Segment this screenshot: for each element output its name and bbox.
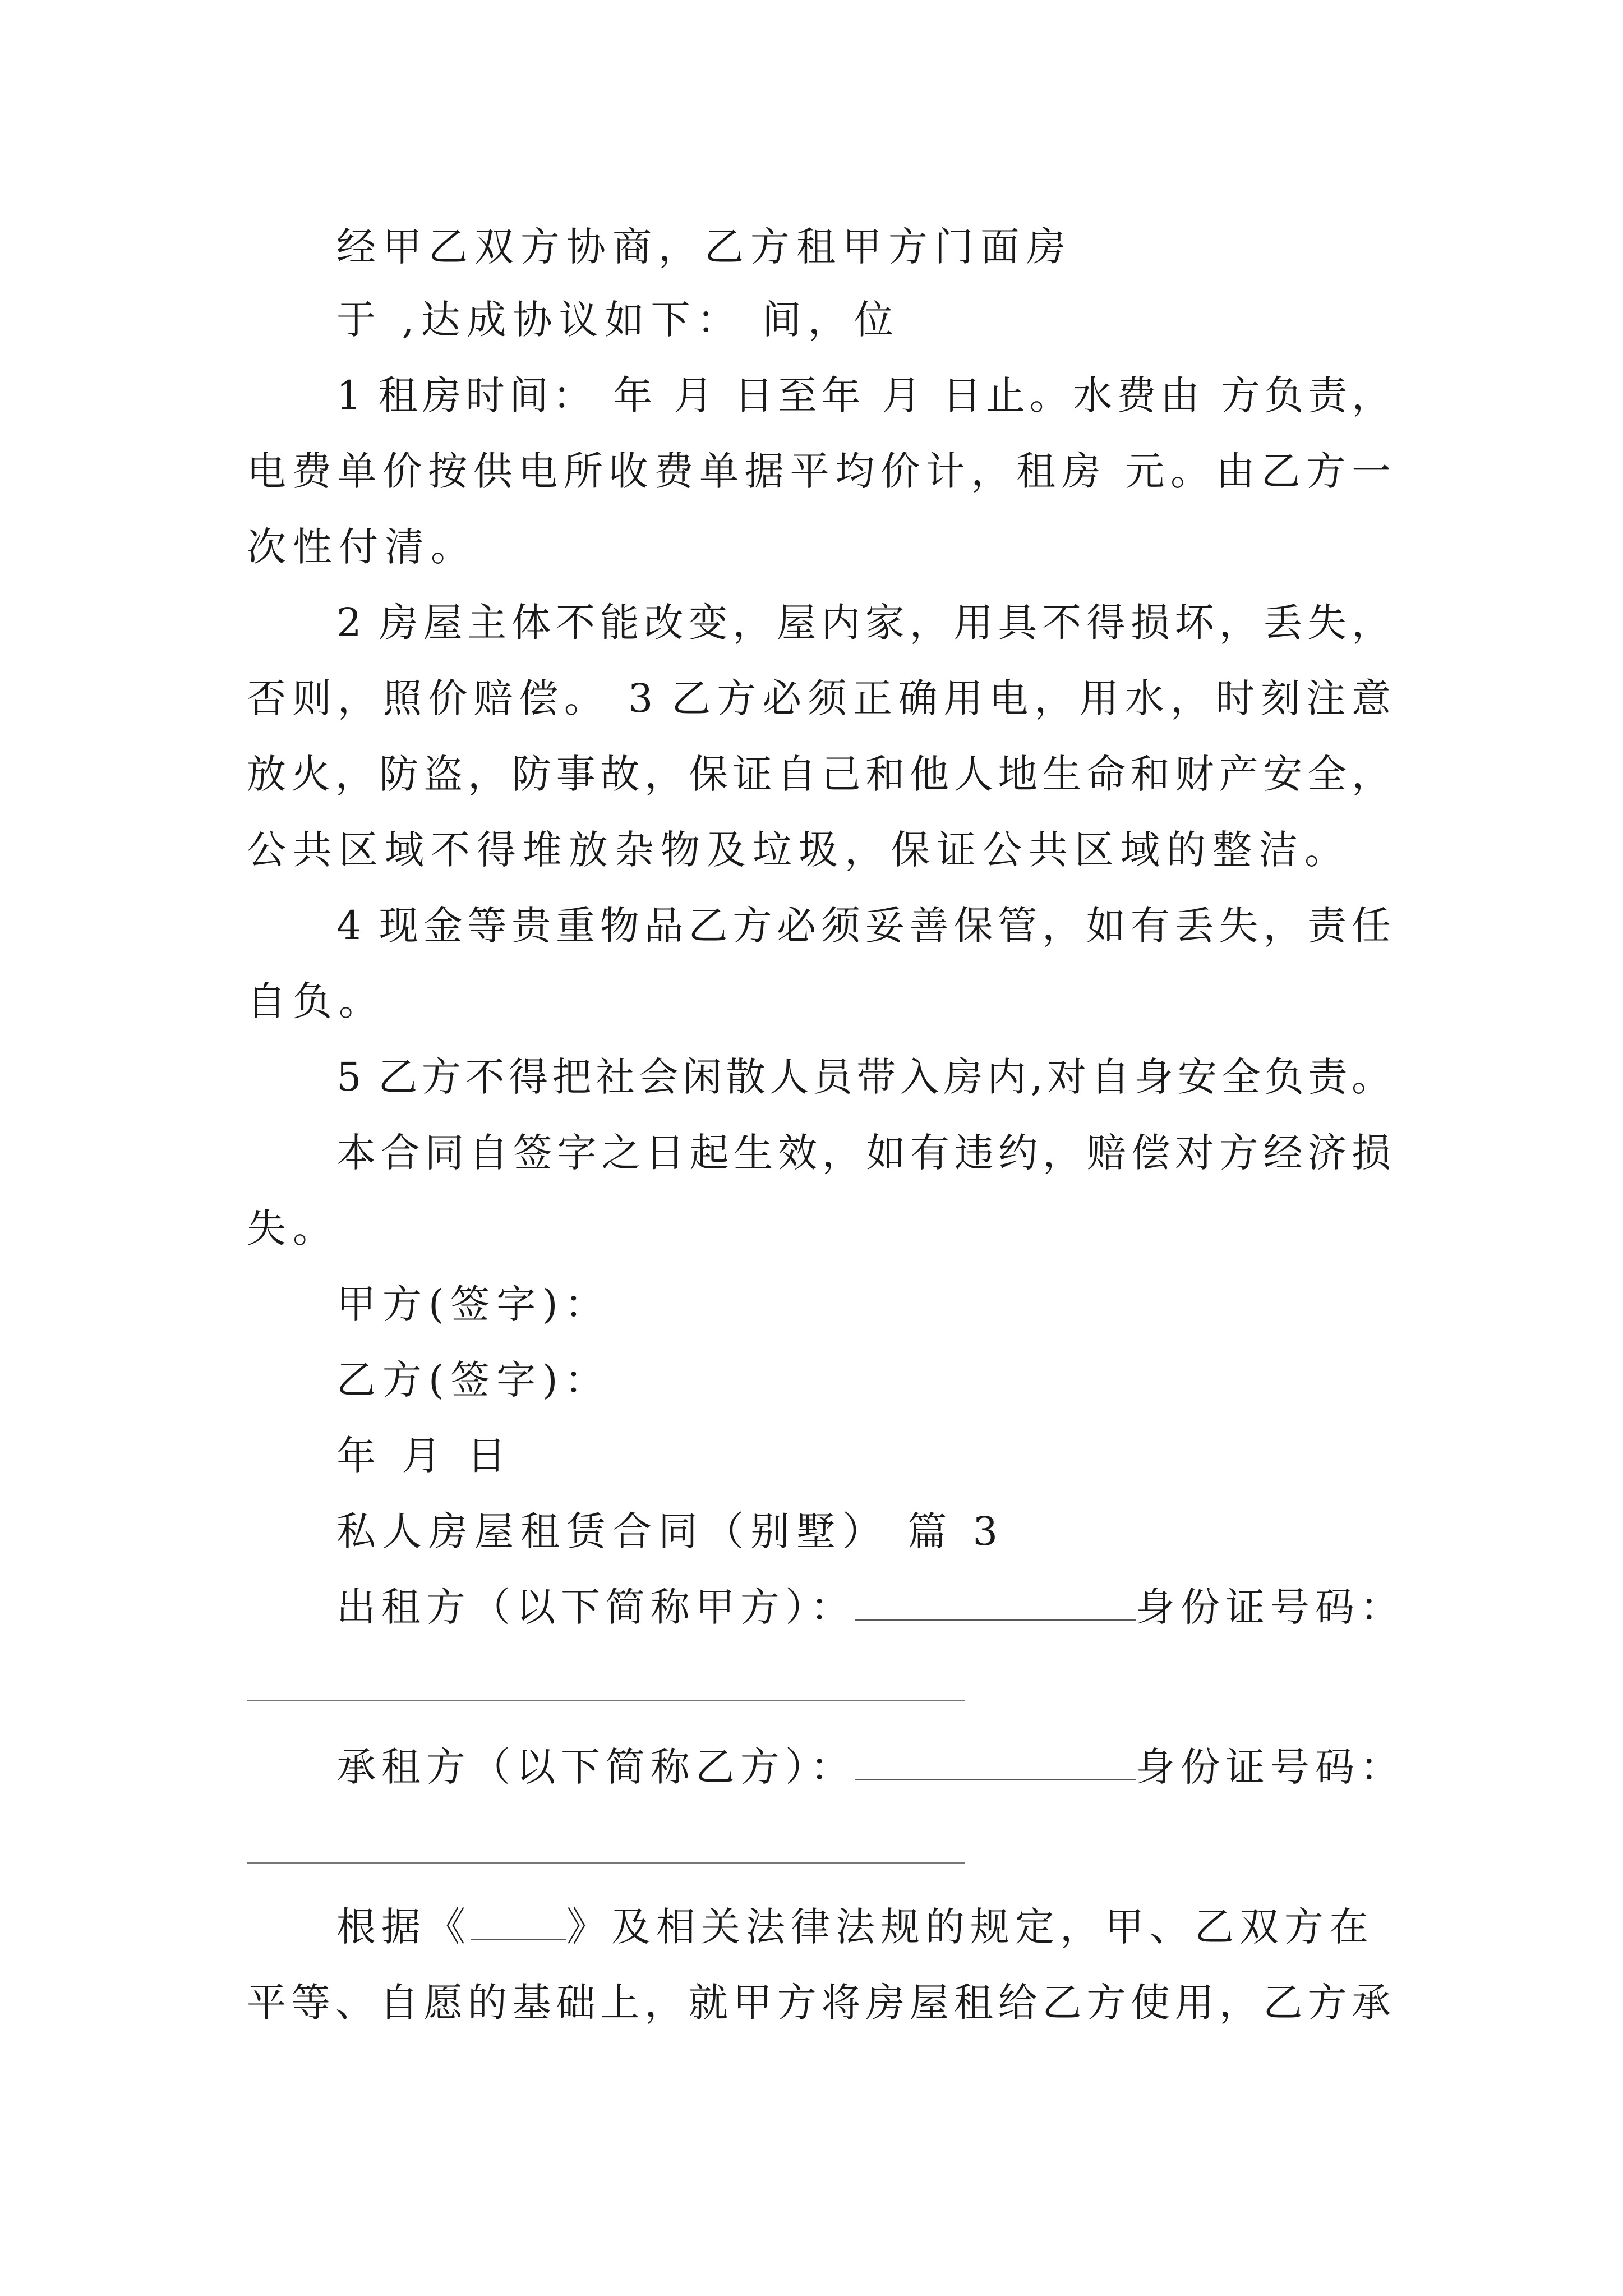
party-b-signature: 乙方(签字)： [336,1357,611,1403]
effective-line-1: 本合同自签字之日起生效，如有违约，赔偿对方经济损 [336,1130,1391,1176]
effective-line-2: 失。 [247,1205,339,1251]
clause-3-line-2: 公共区域不得堆放杂物及垃圾，保证公共区域的整洁。 [247,827,1350,873]
paragraph-agreement: 于 ,达成协议如下： 间，位 [336,297,900,343]
clause-5: 5 乙方不得把社会闲散人员带入房内,对自身安全负责。 [336,1054,1391,1100]
lessor-label: 出租方（以下简称甲方）： [336,1584,855,1630]
clause-3-line-1: 放火，防盗，防事故，保证自己和他人地生命和财产安全， [247,751,1391,797]
clause-4-line-1: 4 现金等贵重物品乙方必须妥善保管，如有丢失，责任 [336,903,1391,949]
clause-2-line-1: 2 房屋主体不能改变，屋内家，用具不得损坏，丢失， [336,600,1391,646]
basis-suffix: 》及相关法律法规的规定，甲、乙双方在 [566,1904,1374,1950]
date-line: 年 月 日 [336,1433,513,1479]
lessor-line [336,1584,1405,1630]
law-name-blank [471,1939,566,1940]
clause-1-line-3: 次性付清。 [247,524,477,570]
paragraph-consultation: 经甲乙双方协商，乙方租甲方门面房 [336,224,1072,270]
basis-line-1 [336,1904,1374,1950]
lessee-line [336,1744,1405,1790]
clause-1-line-1: 1 租房时间： 年 月 日至年 月 日止。水费由 方负责， [336,372,1391,418]
clause-4-line-2: 自负。 [247,978,385,1024]
clause-1-line-2: 电费单价按供电所收费单据平均价计，租房 元。由乙方一 [247,448,1391,494]
clause-2-line-2: 否则，照价赔偿。 3 乙方必须正确用电，用水，时刻注意 [247,675,1391,721]
lessee-id-blank [247,1862,965,1864]
basis-line-2: 平等、自愿的基础上，就甲方将房屋租给乙方使用，乙方承 [247,1980,1391,2026]
lessor-id-label: 身份证号码： [1136,1584,1405,1630]
lessor-name-blank [855,1619,1136,1621]
lessee-id-label: 身份证号码： [1136,1744,1405,1790]
lessee-label: 承租方（以下简称乙方）： [336,1744,855,1790]
lessor-id-blank [247,1700,965,1701]
basis-prefix: 根据《 [336,1904,471,1950]
party-a-signature: 甲方(签字)： [336,1281,611,1327]
lessee-name-blank [855,1779,1136,1780]
contract-heading: 私人房屋租赁合同（别墅） 篇 3 [336,1508,1005,1554]
